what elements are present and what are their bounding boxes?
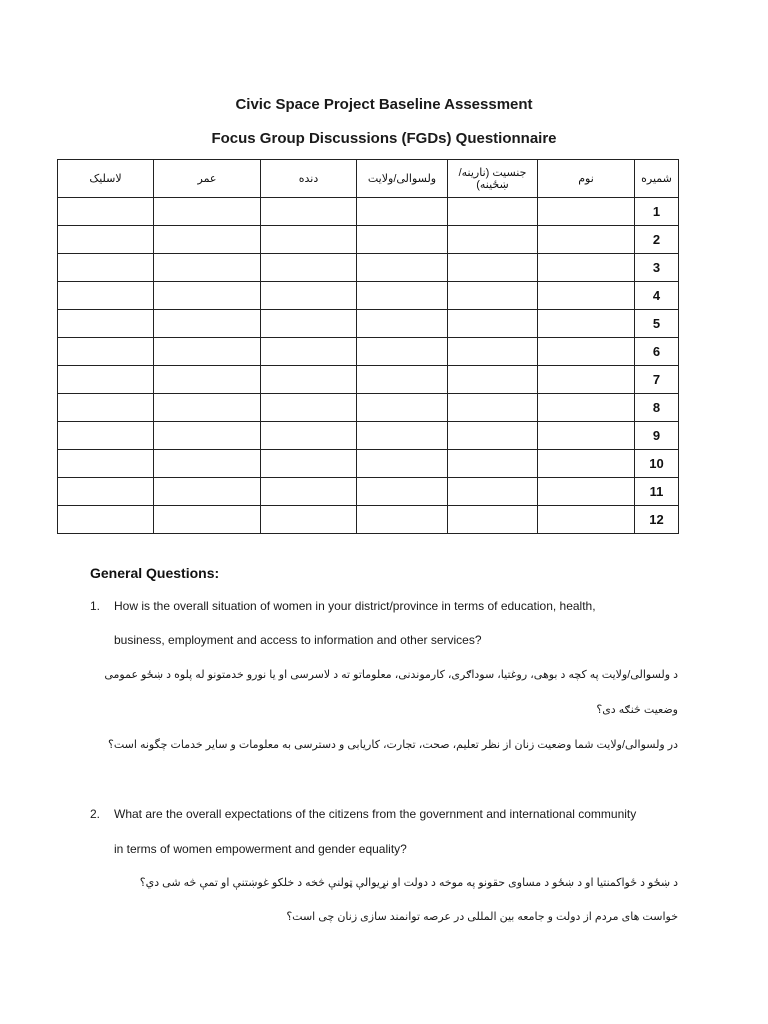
row-number: 4 xyxy=(635,282,679,310)
column-header-age: عمر xyxy=(154,160,261,198)
row-number: 6 xyxy=(635,338,679,366)
table-cell-empty[interactable] xyxy=(58,282,154,310)
table-cell-empty[interactable] xyxy=(538,226,635,254)
table-cell-empty[interactable] xyxy=(448,254,538,282)
table-cell-empty[interactable] xyxy=(58,198,154,226)
table-cell-empty[interactable] xyxy=(154,478,261,506)
row-number: 2 xyxy=(635,226,679,254)
table-row xyxy=(58,478,679,506)
question-1-dari: در ولسوالی/ولایت شما وضعیت زنان از نظر تعلیم، صحت، تجارت، کاریابی و دسترسی به معلومات و سایر خدمات چگونه است؟ xyxy=(107,739,678,751)
table-cell-empty[interactable] xyxy=(154,450,261,478)
table-cell-empty[interactable] xyxy=(154,394,261,422)
table-row xyxy=(58,310,679,338)
table-cell-empty[interactable] xyxy=(58,226,154,254)
table-cell-empty[interactable] xyxy=(448,422,538,450)
table-cell-empty[interactable] xyxy=(538,506,635,534)
table-cell-empty[interactable] xyxy=(154,310,261,338)
question-2-line-1: What are the overall expectations of the citizens from the government and international community xyxy=(114,807,637,821)
table-cell-empty[interactable] xyxy=(261,394,357,422)
table-cell-empty[interactable] xyxy=(261,478,357,506)
table-cell-empty[interactable] xyxy=(154,226,261,254)
table-cell-empty[interactable] xyxy=(357,506,448,534)
table-cell-empty[interactable] xyxy=(154,366,261,394)
table-cell-empty[interactable] xyxy=(357,394,448,422)
table-cell-empty[interactable] xyxy=(538,450,635,478)
table-cell-empty[interactable] xyxy=(261,338,357,366)
table-cell-empty[interactable] xyxy=(261,450,357,478)
question-2-line-2: in terms of women empowerment and gender equality? xyxy=(114,842,407,856)
question-2-number: 2. xyxy=(90,807,101,821)
question-1-pashto-line-1: د ولسوالی/ولایت په کچه د بوهی، روغتیا، سوداګری، کارموندنی، معلوماتو ته د لاسرسی او یا نورو خدمتونو له پلوه د ښځو عمومی xyxy=(104,669,678,681)
column-header-number: شمیره xyxy=(635,160,679,198)
column-header-district-province: ولسوالی/ولایت xyxy=(357,160,448,198)
table-cell-empty[interactable] xyxy=(58,506,154,534)
row-number: 11 xyxy=(635,478,679,506)
question-1-line-2: business, employment and access to information and other services? xyxy=(114,633,482,647)
row-number: 7 xyxy=(635,366,679,394)
table-cell-empty[interactable] xyxy=(261,282,357,310)
row-number: 5 xyxy=(635,310,679,338)
table-cell-empty[interactable] xyxy=(357,450,448,478)
column-header-signature: لاسلیک xyxy=(58,160,154,198)
table-cell-empty[interactable] xyxy=(58,478,154,506)
document-subtitle: Focus Group Discussions (FGDs) Questionnaire xyxy=(211,130,557,147)
table-cell-empty[interactable] xyxy=(538,422,635,450)
table-cell-empty[interactable] xyxy=(261,310,357,338)
table-cell-empty[interactable] xyxy=(58,394,154,422)
row-number: 12 xyxy=(635,506,679,534)
table-cell-empty[interactable] xyxy=(538,366,635,394)
table-cell-empty[interactable] xyxy=(448,338,538,366)
table-cell-empty[interactable] xyxy=(261,506,357,534)
table-cell-empty[interactable] xyxy=(448,394,538,422)
column-header-name: نوم xyxy=(538,160,635,198)
table-row xyxy=(58,226,679,254)
table-cell-empty[interactable] xyxy=(357,310,448,338)
table-cell-empty[interactable] xyxy=(448,450,538,478)
table-cell-empty[interactable] xyxy=(538,338,635,366)
table-cell-empty[interactable] xyxy=(58,254,154,282)
row-number: 9 xyxy=(635,422,679,450)
table-cell-empty[interactable] xyxy=(58,422,154,450)
table-cell-empty[interactable] xyxy=(357,226,448,254)
table-cell-empty[interactable] xyxy=(154,422,261,450)
table-row xyxy=(58,450,679,478)
table-row xyxy=(58,422,679,450)
table-cell-empty[interactable] xyxy=(154,282,261,310)
table-cell-empty[interactable] xyxy=(357,282,448,310)
table-row xyxy=(58,338,679,366)
question-1-number: 1. xyxy=(90,599,101,613)
table-cell-empty[interactable] xyxy=(58,366,154,394)
column-header-gender: جنسیت (نارینه/ښځینه) xyxy=(448,160,538,198)
section-title: General Questions: xyxy=(90,565,220,581)
question-1-line-1: How is the overall situation of women in your district/province in terms of education, health, xyxy=(114,599,596,613)
table-cell-empty[interactable] xyxy=(448,282,538,310)
table-cell-empty[interactable] xyxy=(538,198,635,226)
row-number: 3 xyxy=(635,254,679,282)
table-cell-empty[interactable] xyxy=(538,478,635,506)
column-header-position: دنده xyxy=(261,160,357,198)
table-cell-empty[interactable] xyxy=(448,366,538,394)
table-cell-empty[interactable] xyxy=(538,282,635,310)
document-title: Civic Space Project Baseline Assessment xyxy=(235,96,533,113)
row-number: 1 xyxy=(635,198,679,226)
table-cell-empty[interactable] xyxy=(538,394,635,422)
table-cell-empty[interactable] xyxy=(154,198,261,226)
table-cell-empty[interactable] xyxy=(58,338,154,366)
table-cell-empty[interactable] xyxy=(261,366,357,394)
table-row xyxy=(58,394,679,422)
row-number: 8 xyxy=(635,394,679,422)
table-cell-empty[interactable] xyxy=(261,422,357,450)
table-header-row xyxy=(58,160,679,198)
table-row xyxy=(58,198,679,226)
table-row xyxy=(58,254,679,282)
table-cell-empty[interactable] xyxy=(357,198,448,226)
table-cell-empty[interactable] xyxy=(154,254,261,282)
table-cell-empty[interactable] xyxy=(357,366,448,394)
table-cell-empty[interactable] xyxy=(58,310,154,338)
question-1-pashto-line-2: وضعیت څنګه دی؟ xyxy=(596,704,678,716)
table-cell-empty[interactable] xyxy=(261,254,357,282)
question-2-dari: خواست های مردم از دولت و جامعه بین المللی در عرصه توانمند سازی زنان چی است؟ xyxy=(286,911,678,923)
table-cell-empty[interactable] xyxy=(538,310,635,338)
table-cell-empty[interactable] xyxy=(448,198,538,226)
table-cell-empty[interactable] xyxy=(357,422,448,450)
table-cell-empty[interactable] xyxy=(448,226,538,254)
table-cell-empty[interactable] xyxy=(58,450,154,478)
table-cell-empty[interactable] xyxy=(357,478,448,506)
table-cell-empty[interactable] xyxy=(448,506,538,534)
participants-table xyxy=(57,159,679,534)
table-cell-empty[interactable] xyxy=(261,226,357,254)
row-number: 10 xyxy=(635,450,679,478)
table-cell-empty[interactable] xyxy=(154,506,261,534)
table-cell-empty[interactable] xyxy=(154,338,261,366)
table-cell-empty[interactable] xyxy=(538,254,635,282)
question-2-pashto: د ښځو د ځواکمنتیا او د ښځو د مساوی حقونو په موخه د دولت او نړیوالې ټولنې څخه د خلکو غوښتنې او تمې څه شی دي؟ xyxy=(139,877,678,889)
table-row xyxy=(58,366,679,394)
table-cell-empty[interactable] xyxy=(357,254,448,282)
table-cell-empty[interactable] xyxy=(261,198,357,226)
table-cell-empty[interactable] xyxy=(448,478,538,506)
table-row xyxy=(58,282,679,310)
table-cell-empty[interactable] xyxy=(448,310,538,338)
table-row xyxy=(58,506,679,534)
table-cell-empty[interactable] xyxy=(357,338,448,366)
